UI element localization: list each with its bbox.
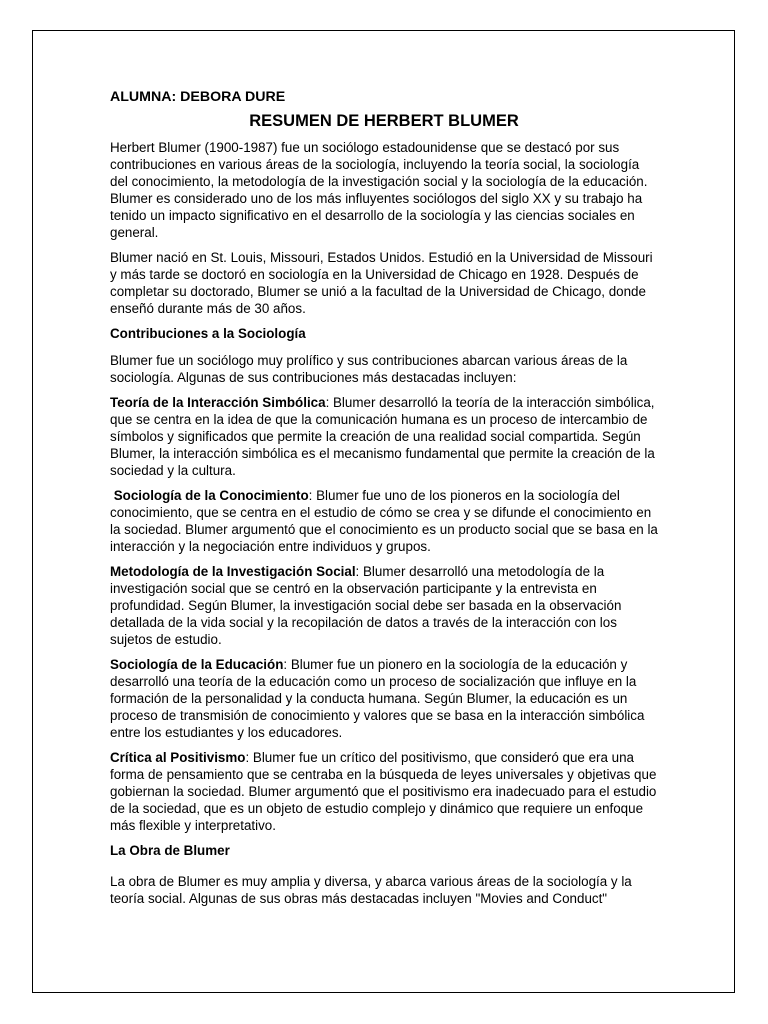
document-content	[110, 89, 658, 915]
contribution-item-symbolic-interaction	[110, 394, 658, 479]
contribution-term: Teoría de la Interacción Simbólica	[110, 395, 326, 410]
contribution-text: : Blumer fue un pionero en la sociología de la educación y desarrolló una teoría de la educación como un proceso de socialización que influye en la formación de la personalidad y la conducta humana. Según Blumer, la educación es un proceso de transmisión de conocimiento y valores que se basa en la interacción simbólica entre los estudiantes y los educadores.	[110, 657, 645, 740]
document-page	[32, 30, 735, 993]
document-title: RESUMEN DE HERBERT BLUMER	[249, 112, 519, 130]
intro-paragraph-2: Blumer nació en St. Louis, Missouri, Estados Unidos. Estudió en la Universidad de Missouri y más tarde se doctoró en sociología en la Universidad de Chicago en 1928. Después de completar su doctorado, Blumer se unió a la facultad de la Universidad de Chicago, donde enseñó durante más de 30 años.	[110, 250, 653, 316]
contribution-term: Metodología de la Investigación Social	[110, 564, 356, 579]
contribution-term: Sociología de la Educación	[110, 657, 284, 672]
contribution-item-positivism	[110, 749, 658, 834]
contribution-text: : Blumer desarrolló la teoría de la interacción simbólica, que se centra en la idea de que la comunicación humana es un proceso de intercambio de símbolos y significados que permite la creación de una realidad social compartida. Según Blumer, la interacción simbólica es el mecanismo fundamental que permite la creación de la sociedad y la cultura.	[110, 395, 655, 478]
contribution-item-methodology	[110, 563, 658, 648]
works-heading: La Obra de Blumer	[110, 843, 230, 858]
contributions-intro: Blumer fue un sociólogo muy prolífico y sus contribuciones abarcan various áreas de la sociología. Algunas de sus contribuciones más destacadas incluyen:	[110, 353, 628, 385]
student-name: ALUMNA: DEBORA DURE	[110, 89, 286, 105]
contribution-text: : Blumer desarrolló una metodología de la investigación social que se centró en la observación participante y la entrevista en profundidad. Según Blumer, la investigación social debe ser basada en la observación detallada de la vida social y la recopilación de datos a través de la interacción con los sujetos de estudio.	[110, 564, 622, 647]
contribution-item-knowledge	[110, 487, 658, 555]
works-intro: La obra de Blumer es muy amplia y diversa, y abarca various áreas de la sociología y la teoría social. Algunas de sus obras más destacadas incluyen "Movies and Conduct"	[110, 874, 632, 906]
contribution-text: : Blumer fue un crítico del positivismo, que consideró que era una forma de pensamiento que se centraba en la búsqueda de leyes universales y objetivas que gobiernan la sociedad. Blumer argumentó que el positivismo era inadecuado para el estudio de la sociedad, que es un objeto de estudio complejo y dinámico que requiere un enfoque más flexible y interpretativo.	[110, 750, 657, 833]
contribution-text: : Blumer fue uno de los pioneros en la sociología del conocimiento, que se centra en el estudio de cómo se crea y se difunde el conocimiento en la sociedad. Blumer argumentó que el conocimiento es un producto social que se basa en la interacción y la negociación entre individuos y grupos.	[110, 488, 658, 554]
contribution-term: Crítica al Positivismo	[110, 750, 246, 765]
contributions-heading: Contribuciones a la Sociología	[110, 326, 306, 341]
contribution-item-education	[110, 656, 658, 741]
contribution-term: Sociología de la Conocimiento	[113, 488, 309, 503]
intro-paragraph-1: Herbert Blumer (1900-1987) fue un sociólogo estadounidense que se destacó por sus contribuciones en various áreas de la sociología, incluyendo la teoría social, la sociología del conocimiento, la metodología de la investigación social y la sociología de la educación. Blumer es considerado uno de los más influyentes sociólogos del siglo XX y su trabajo ha tenido un impacto significativo en el desarrollo de la sociología y las ciencias sociales en general.	[110, 140, 648, 240]
